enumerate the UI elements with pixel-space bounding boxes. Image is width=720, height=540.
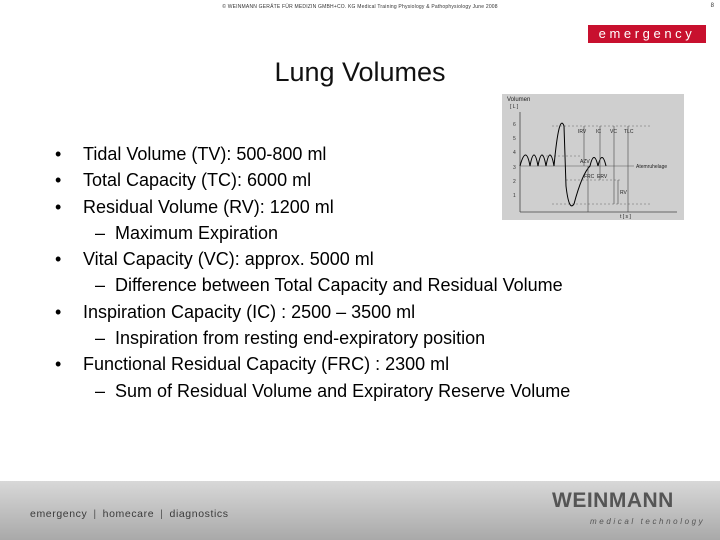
- sub-bullet-item: – Maximum Expiration: [55, 220, 570, 246]
- sub-bullet-item: – Sum of Residual Volume and Expiratory Reserve Volume: [55, 378, 570, 404]
- emergency-badge: emergency: [588, 25, 706, 43]
- ytick: 3: [513, 165, 516, 171]
- label-vc: VC: [610, 129, 617, 135]
- bullet-item: • Total Capacity (TC): 6000 ml: [55, 167, 570, 193]
- bullet-item: • Tidal Volume (TV): 500-800 ml: [55, 141, 570, 167]
- label-irv: IRV: [578, 129, 587, 135]
- ytick: 4: [513, 150, 516, 156]
- footer-tagline: emergency | homecare | diagnostics: [30, 508, 229, 520]
- header-copyright: © WEINMANN GERÄTE FÜR MEDIZIN GMBH+CO. KG Medical Training Physiology & Pathophysiology June 2008: [222, 4, 498, 10]
- label-frc: FRC: [584, 174, 595, 180]
- label-ic: IC: [596, 129, 601, 135]
- bullet-dot: •: [55, 249, 62, 270]
- footer-bar: [0, 481, 720, 540]
- label-rest: Atemruhelage: [636, 164, 668, 170]
- bullet-dot: •: [55, 170, 62, 191]
- bullet-item: • Residual Volume (RV): 1200 ml: [55, 194, 570, 220]
- bullet-dot: •: [55, 196, 62, 217]
- ytick: 5: [513, 136, 516, 142]
- weinmann-logo: WEINMANN: [552, 489, 674, 512]
- bullet-item: • Functional Residual Capacity (FRC) : 2300 ml: [55, 351, 570, 377]
- logo-subtitle: medical technology: [590, 517, 706, 526]
- bullet-dot: •: [55, 301, 62, 322]
- sub-dash: –: [95, 275, 106, 296]
- sub-dash: –: [95, 328, 106, 349]
- label-time: t [ s ]: [620, 214, 631, 220]
- bullet-list: [55, 141, 570, 404]
- page-number: 8: [710, 3, 714, 9]
- label-azv: AZV: [580, 159, 590, 165]
- label-tlc: TLC: [624, 129, 634, 135]
- bullet-dot: •: [55, 354, 62, 375]
- diagram-ylabel: Volumen: [507, 97, 531, 103]
- label-rv: RV: [620, 190, 627, 196]
- sub-dash: –: [95, 380, 106, 401]
- ytick: 1: [513, 193, 516, 199]
- bullet-item: • Inspiration Capacity (IC) : 2500 – 3500 ml: [55, 299, 570, 325]
- page-title: Lung Volumes: [274, 57, 446, 87]
- bullet-dot: •: [55, 144, 62, 164]
- sub-bullet-item: – Inspiration from resting end-expiratory position: [55, 325, 570, 351]
- sub-dash: –: [95, 222, 106, 243]
- ytick: 6: [513, 122, 516, 128]
- diagram-yunit: [ L ]: [510, 104, 519, 110]
- sub-bullet-item: – Difference between Total Capacity and Residual Volume: [55, 272, 570, 298]
- label-erv: ERV: [597, 174, 608, 180]
- bullet-item: • Vital Capacity (VC): approx. 5000 ml: [55, 246, 570, 272]
- ytick: 2: [513, 179, 516, 185]
